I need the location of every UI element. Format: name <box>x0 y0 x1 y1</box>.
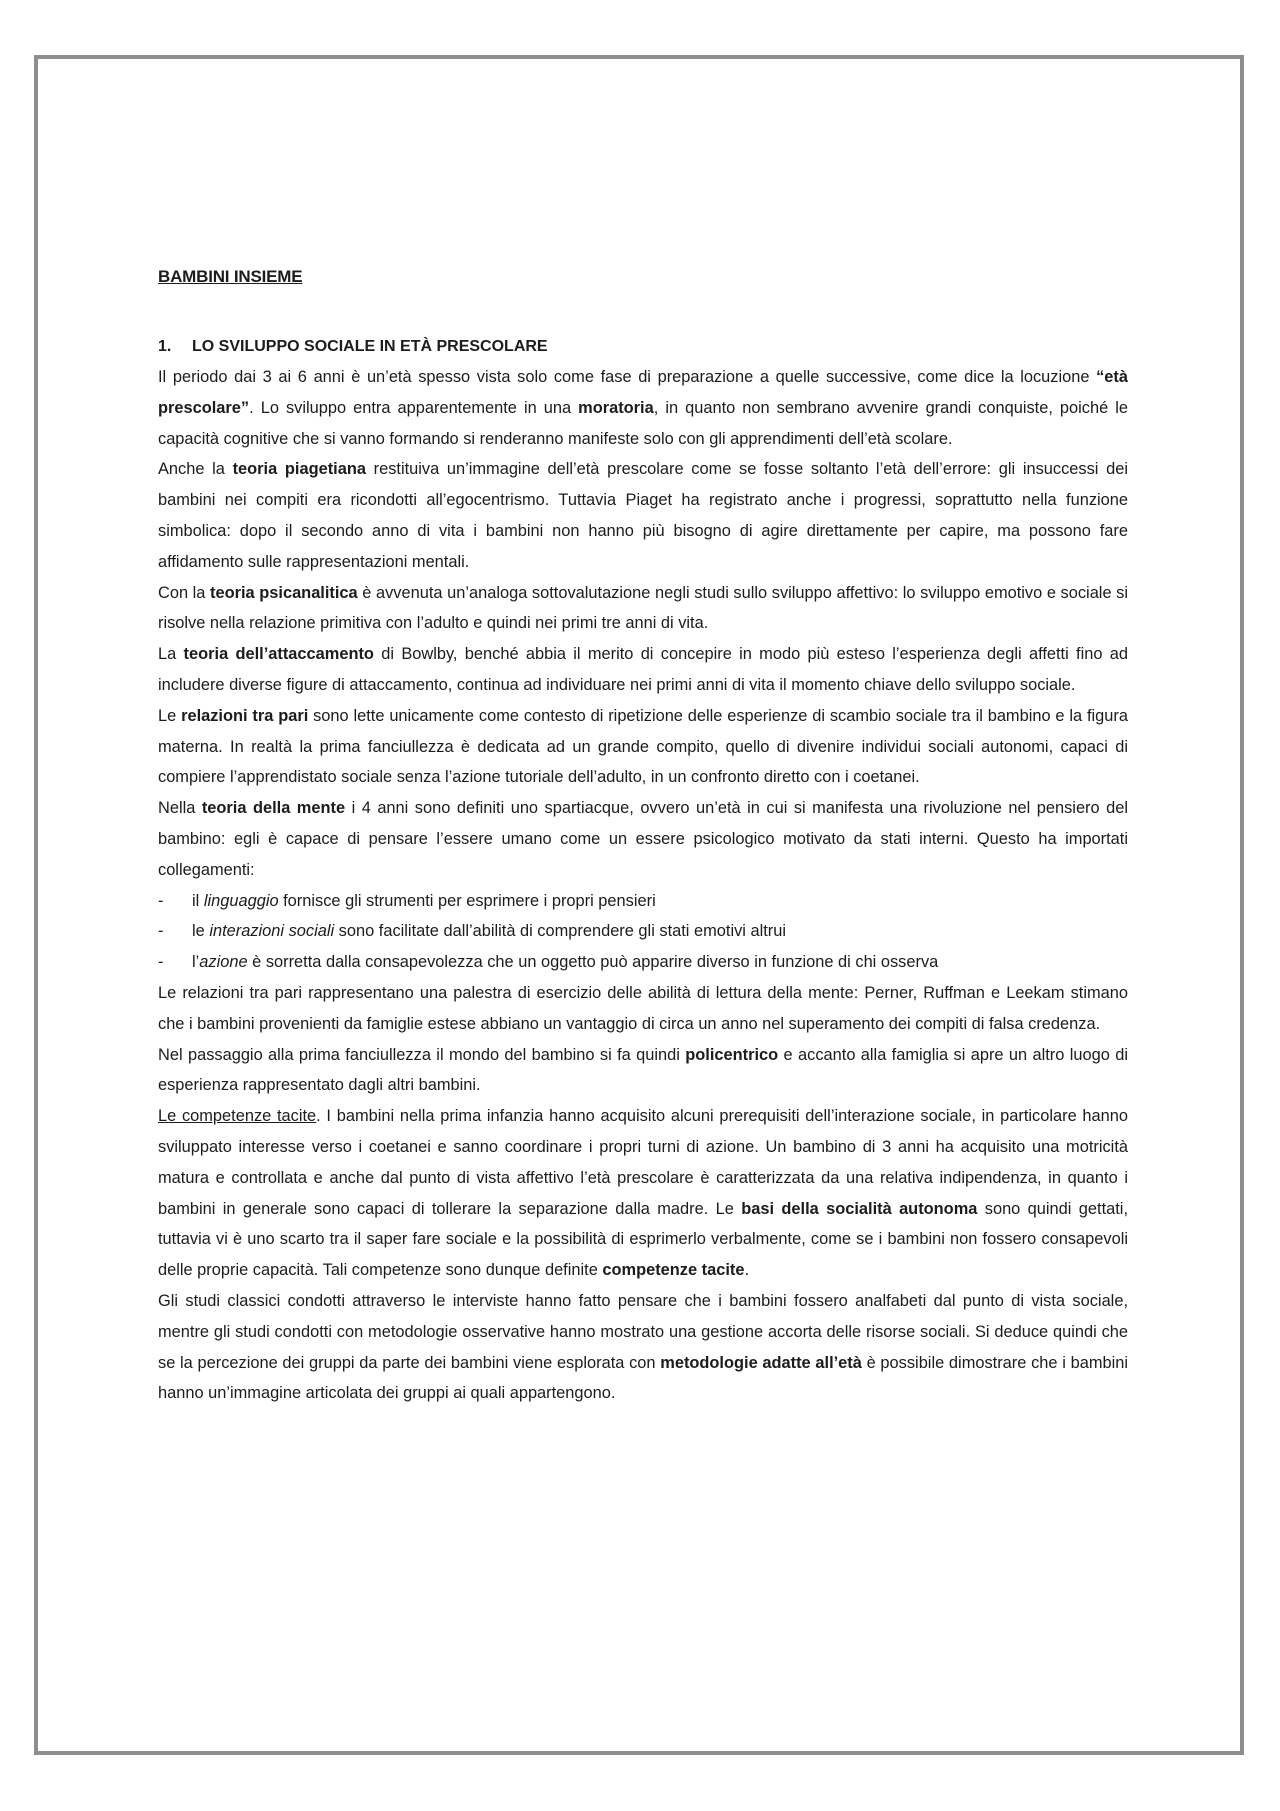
paragraph-psicanalitica: Con la teoria psicanalitica è avvenuta un’analoga sottovalutazione negli studi sullo sviluppo affettivo: lo sviluppo emotivo e sociale si risolve nella relazione primitiva con l’adulto e quindi nei primi tre anni di vita. <box>158 583 1128 633</box>
paragraph-attaccamento: La teoria dell’attaccamento di Bowlby, benché abbia il merito di concepire in modo più esteso l’esperienza degli affetti fino ad includere diverse figure di attaccamento, continua ad individuare nei primi anni di vita il momento chiave dello sviluppo sociale. <box>158 645 1129 694</box>
bullet-list <box>158 886 1128 978</box>
paragraph-competenze-tacite: Le competenze tacite. I bambini nella prima infanzia hanno acquisito alcuni prerequisiti dell’interazione sociale, in particolare hanno sviluppato interesse verso i coetanei e sanno coordinare i propri turni di azione. Un bambino di 3 anni ha acquisito una motricità matura e controllata e anche dal punto di vista affettivo l’età prescolare è caratterizzata da una relativa indipendenza, in quanto i bambini in generale sono capaci di tollerare la separazione dalla madre. Le basi della socialità autonoma sono quindi gettati, tuttavia vi è uno scarto tra il saper fare sociale e la possibilità di esprimerlo verbalmente, come se i bambini non fossero consapevoli delle proprie capacità. Tali competenze sono dunque definite competenze tacite. <box>158 1107 1128 1280</box>
paragraph-lettura-mente: Le relazioni tra pari rappresentano una palestra di esercizio delle abilità di lettura della mente: Perner, Ruffman e Leekam stimano che i bambini provenienti da famiglie estese abbiano un vantaggio di circa un anno nel superamento dei compiti di falsa credenza. <box>158 983 1128 1033</box>
paragraph-piaget: Anche la teoria piagetiana restituiva un’immagine dell’età prescolare come se fosse soltanto l’età dell’errore: gli insuccessi dei bambini nei compiti era ricondotti all’egocentrismo. Tuttavia Piaget ha registrato anche i progressi, soprattutto nella funzione simbolica: dopo il secondo anno di vita i bambini non hanno più bisogno di agire direttamente per capire, ma possono fare affidamento sulle rappresentazioni mentali. <box>158 460 1128 571</box>
document-body <box>158 204 1128 1409</box>
section-heading <box>158 332 1128 362</box>
section-number: 1. <box>158 338 172 355</box>
document-page <box>34 55 1244 1755</box>
paragraph-intro: Il periodo dai 3 ai 6 anni è un’età spesso vista solo come fase di preparazione a quelle successive, come dice la locuzione “età prescolare”. Lo sviluppo entra apparentemente in una moratoria, in quanto non sembrano avvenire grandi conquiste, poiché le capacità cognitive che si vanno formando si renderanno manifeste solo con gli apprendimenti dell’età scolare. <box>158 368 1129 448</box>
section-title: LO SVILUPPO SOCIALE IN ETÀ PRESCOLARE <box>192 338 548 355</box>
list-item: - le interazioni sociali sono facilitate dall’abilità di comprendere gli stati emotivi altrui <box>158 922 786 941</box>
paragraph-policentrico: Nel passaggio alla prima fanciullezza il mondo del bambino si fa quindi policentrico e accanto alla famiglia si apre un altro luogo di esperienza rappresentato dagli altri bambini. <box>158 1045 1128 1095</box>
paragraph-relazioni-pari: Le relazioni tra pari sono lette unicamente come contesto di ripetizione delle esperienze di scambio sociale tra il bambino e la figura materna. In realtà la prima fanciullezza è dedicata ad un grande compito, quello di divenire individui sociali autonomi, capaci di compiere l’apprendistato sociale senza l’azione tutoriale dell’adulto, in un confronto diretto con i coetanei. <box>158 706 1128 787</box>
list-item: - l’azione è sorretta dalla consapevolezza che un oggetto può apparire diverso in funzione di chi osserva <box>158 953 939 972</box>
paragraph-studi-classici: Gli studi classici condotti attraverso le interviste hanno fatto pensare che i bambini fossero analfabeti dal punto di vista sociale, mentre gli studi condotti con metodologie osservative hanno mostrato una gestione accorta delle risorse sociali. Si deduce quindi che se la percezione dei gruppi da parte dei bambini viene esplorata con metodologie adatte all’età è possibile dimostrare che i bambini hanno un’immagine articolata dei gruppi ai quali appartengono. <box>158 1291 1128 1403</box>
paragraph-teoria-mente: Nella teoria della mente i 4 anni sono definiti uno spartiacque, ovvero un’età in cui si manifesta una rivoluzione nel pensiero del bambino: egli è capace di pensare l’essere umano come un essere psicologico motivato da stati interni. Questo ha importati collegamenti: <box>158 799 1128 879</box>
list-item: - il linguaggio fornisce gli strumenti per esprimere i propri pensieri <box>158 891 656 910</box>
document-title: BAMBINI INSIEME <box>158 267 303 286</box>
